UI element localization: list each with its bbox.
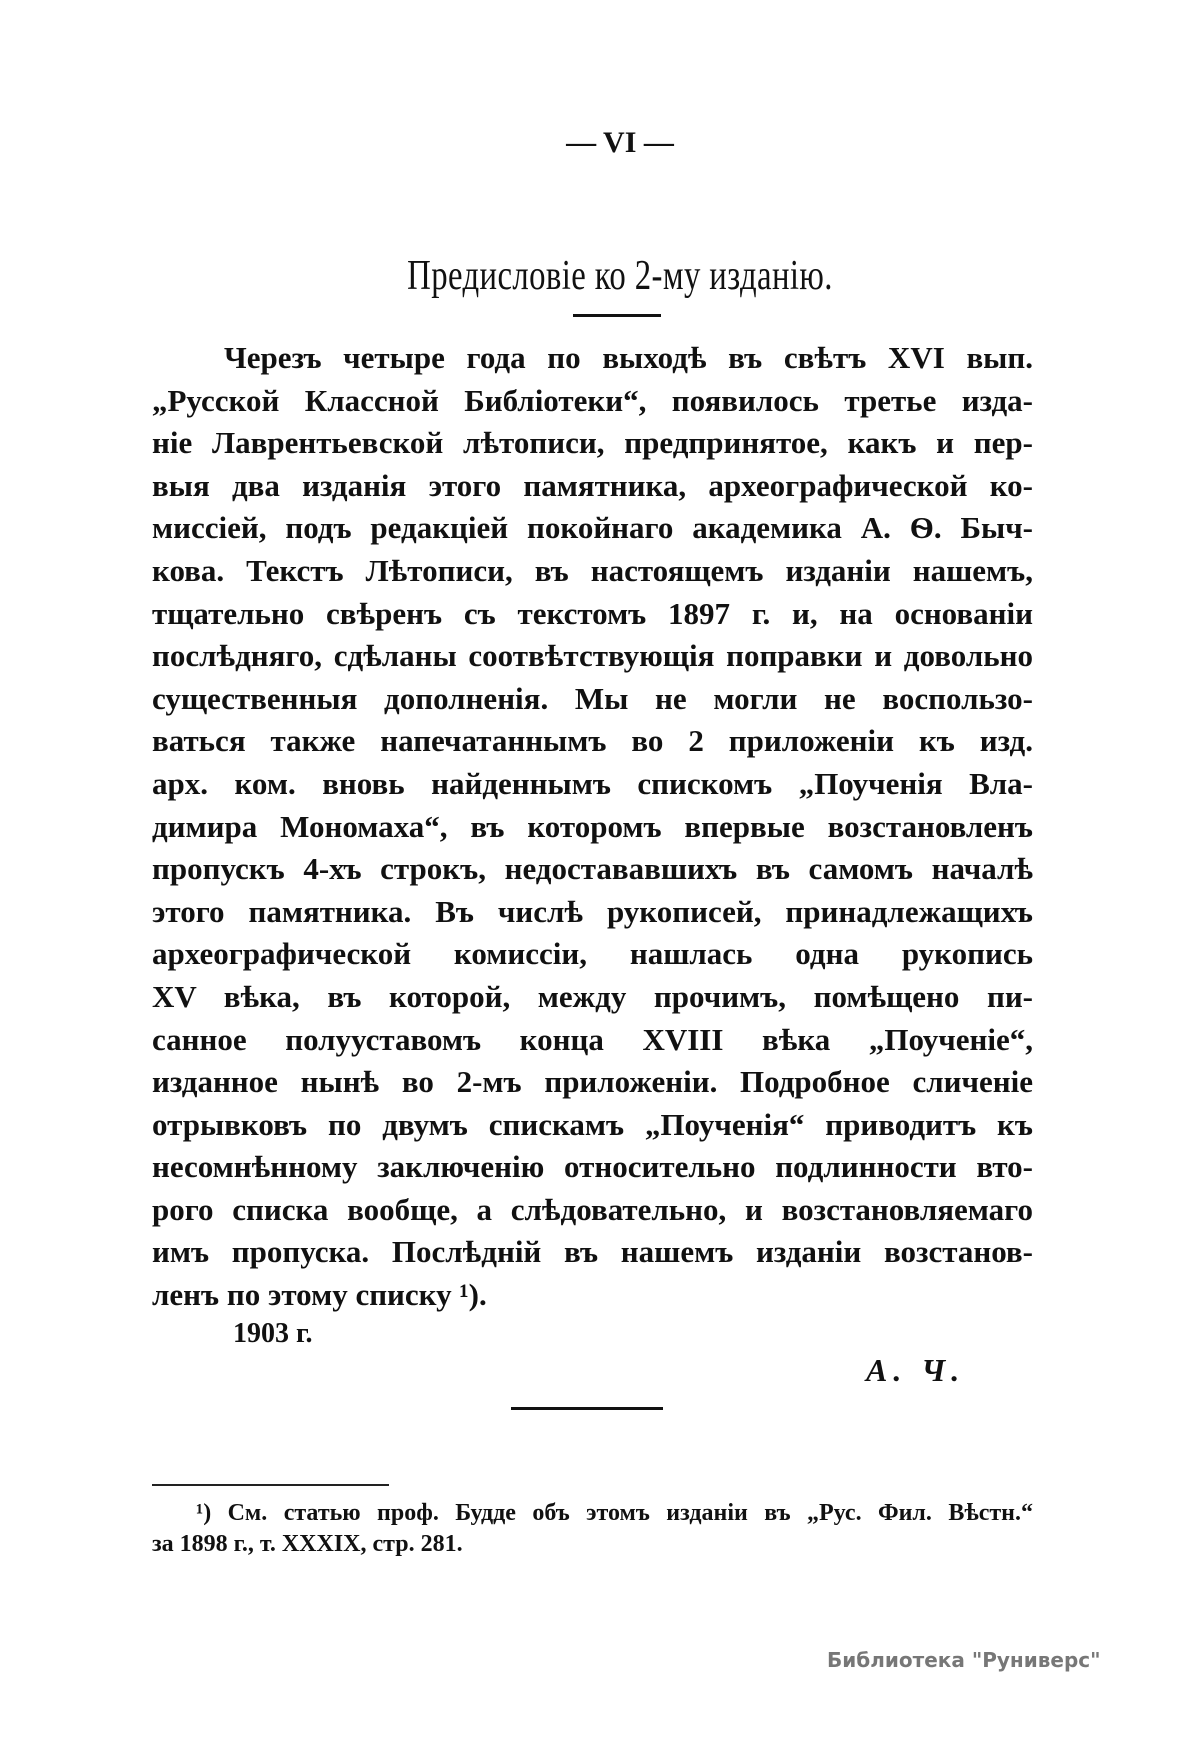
text-line: санное полууставомъ конца XVIII вѣка „Поученіе“, [152,1021,1033,1057]
text-line: миссіей, подъ редакціей покойнаго академика А. Ѳ. Быч- [152,510,1033,546]
text-line: XV вѣка, въ которой, между прочимъ, помѣщено пи- [152,978,1033,1014]
text-line: археографической комиссіи, нашлась одна рукопись [152,936,1033,972]
text-line: изданное нынѣ во 2-мъ приложеніи. Подробное сличеніе [152,1064,1033,1100]
text-line: послѣдняго, сдѣланы соотвѣтствующія поправки и довольно [152,638,1033,674]
text-line: пропускъ 4-хъ строкъ, недостававшихъ въ самомъ началѣ [152,851,1033,887]
footnote-line: ¹) См. статью проф. Будде объ этомъ изданіи въ „Рус. Фил. Вѣстн.“ [196,1500,1033,1526]
footnote [152,1498,1033,1560]
date: 1903 г. [233,1318,313,1349]
text-line: тщательно свѣренъ съ текстомъ 1897 г. и, на основаніи [152,595,1033,631]
signature: А. Ч. [866,1352,966,1388]
library-watermark: Библиотека "Руниверс" [827,1648,1101,1672]
text-line: димира Мономаха“, въ которомъ впервые возстановленъ [152,808,1033,844]
footnote-rule [152,1484,389,1486]
text-line: существенныя дополненія. Мы не могли не воспользо- [152,680,1033,716]
page-number: — VI — [566,126,674,159]
text-line: имъ пропуска. Послѣдній въ нашемъ изданіи возстанов- [152,1234,1033,1270]
preface-body [152,337,1033,1317]
text-line: этого памятника. Въ числѣ рукописей, принадлежащихъ [152,893,1033,929]
title-underline [573,314,661,317]
text-line: ніе Лаврентьевской лѣтописи, предпринятое, какъ и пер- [152,425,1033,461]
text-line: ленъ по этому списку ¹). [152,1277,487,1313]
footnote-line: за 1898 г., т. XXXIX, стр. 281. [152,1531,463,1557]
text-line: Черезъ четыре года по выходѣ въ свѣтъ XVI вып. [224,340,1033,375]
end-rule [511,1407,663,1410]
text-line: „Русской Классной Библіотеки“, появилось третье изда- [152,382,1033,418]
page-title: Предисловіе ко 2-му изданію. [407,253,833,299]
text-line: отрывковъ по двумъ спискамъ „Поученія“ приводитъ къ [152,1106,1033,1142]
text-line: кова. Текстъ Лѣтописи, въ настоящемъ изданіи нашемъ, [152,552,1033,588]
text-line: выя два изданія этого памятника, археографической ко- [152,467,1033,503]
text-line: арх. ком. вновь найденнымъ спискомъ „Поученія Вла- [152,765,1033,801]
text-line: рого списка вообще, а слѣдовательно, и возстановляемаго [152,1191,1033,1227]
text-line: ваться также напечатаннымъ во 2 приложеніи къ изд. [152,723,1033,759]
text-line: несомнѣнному заключенію относительно подлинности вто- [152,1149,1033,1185]
